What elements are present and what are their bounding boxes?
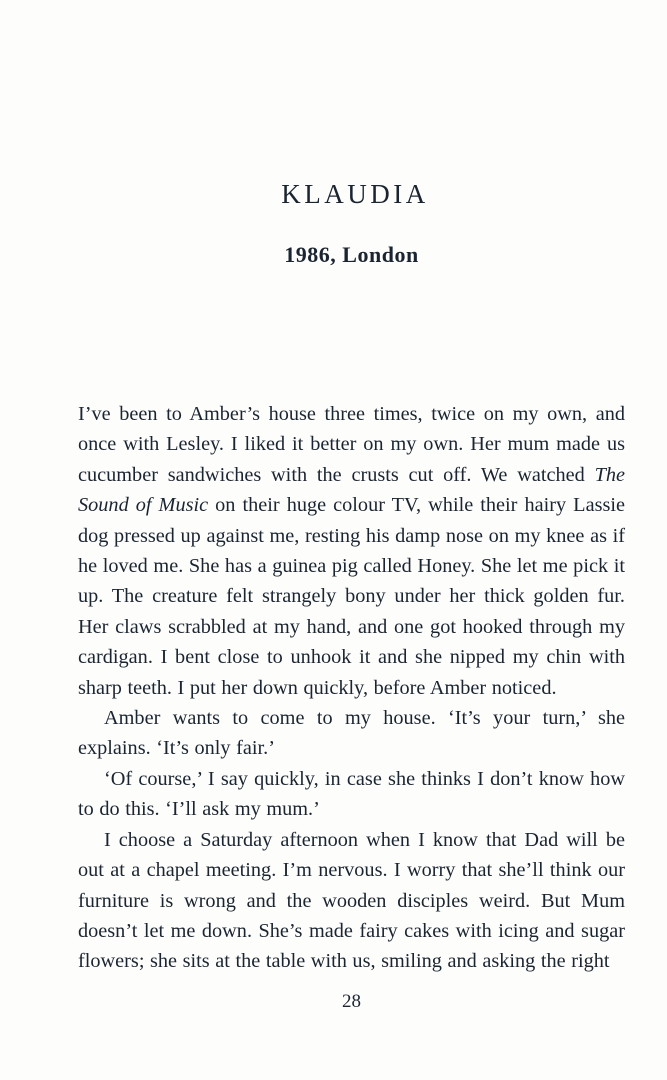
chapter-title: KLAUDIA	[281, 179, 429, 209]
page-number: 28	[342, 991, 361, 1012]
book-title-italic: The Sound of Music	[78, 463, 625, 517]
paragraph-2-text: Amber wants to come to my house. ‘It’s your turn,’ she explains. ‘It’s only fair.’	[78, 707, 625, 760]
paragraph-3-text: ‘Of course,’ I say quickly, in case she thinks I don’t know how to do this. ‘I’ll ask my mum.’	[78, 767, 625, 821]
paragraph-4-text: I choose a Saturday afternoon when I know that Dad will be out at a chapel meeting. I’m nervous. I worry that she’ll think our furniture is wrong and the wooden disciples weird. But Mum doesn’t let me down. She’s made fairy cakes with icing and sugar flowers; she sits at the table with us, smiling and asking the right	[78, 828, 625, 973]
paragraph-4	[78, 825, 625, 977]
paragraph-2	[78, 703, 625, 764]
paragraph-3	[78, 764, 625, 825]
body-text	[78, 399, 625, 977]
paragraph-1-text: I’ve been to Amber’s house three times, twice on my own, and once with Lesley. I liked it better on my own. Her mum made us cucumber sandwiches with the crusts cut off. We watched	[78, 403, 625, 486]
paragraph-1	[78, 399, 625, 703]
paragraph-1-text-continued: on their huge colour TV, while their hairy Lassie dog pressed up against me, resting his damp nose on my knee as if he loved me. She has a guinea pig called Honey. She let me pick it up. The creature felt strangely bony under her thick golden fur. Her claws scrabbled at my hand, and one got hooked through my cardigan. I bent close to unhook it and she nipped my chin with sharp teeth. I put her down quickly, before Amber noticed.	[78, 494, 625, 699]
chapter-subtitle: 1986, London	[284, 242, 419, 267]
